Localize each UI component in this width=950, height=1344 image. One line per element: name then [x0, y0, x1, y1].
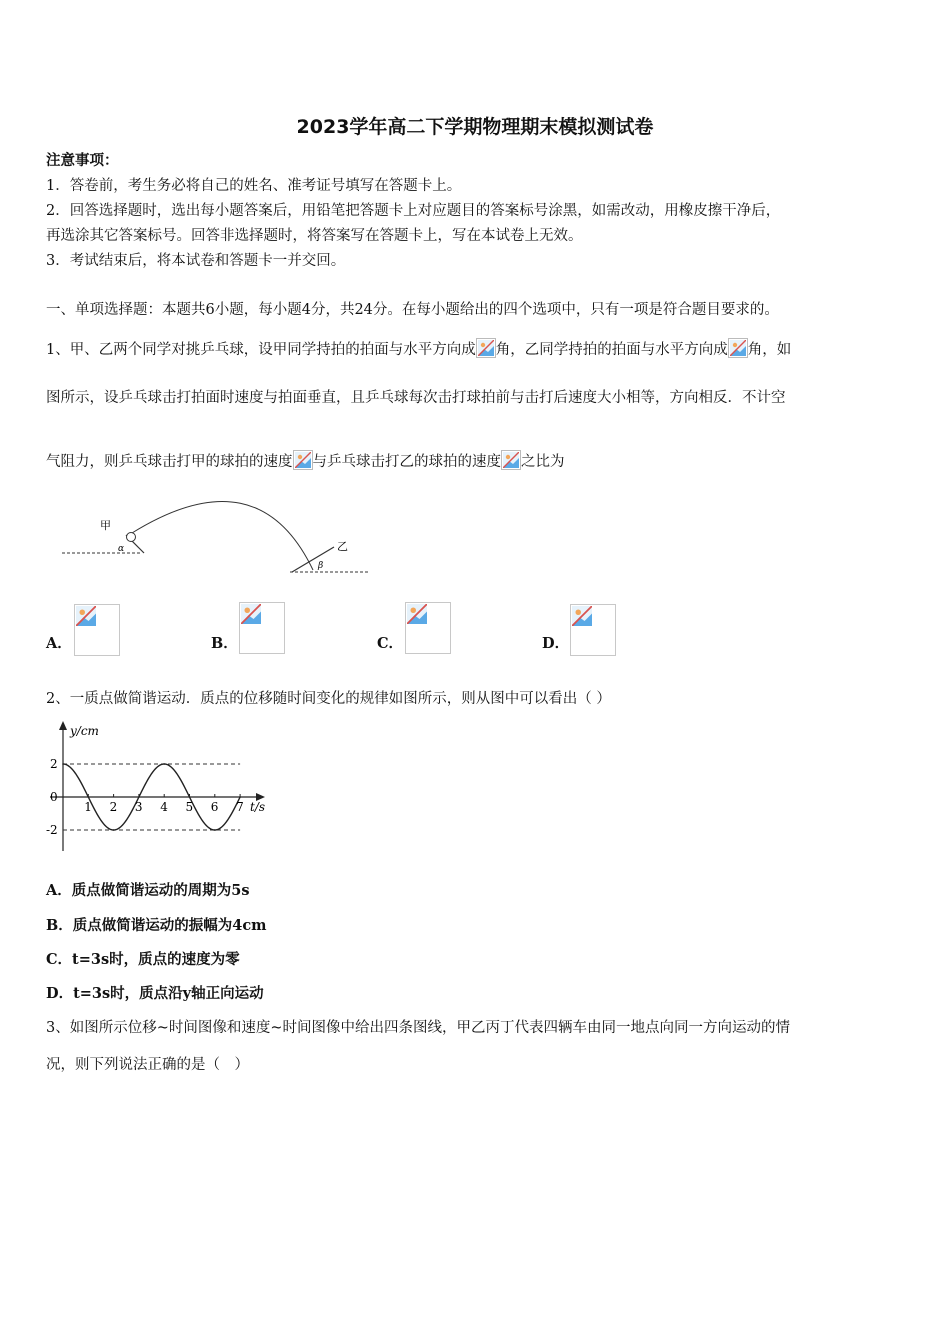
y-tick-label: 0: [50, 790, 58, 804]
q1-text-3b: 与乒乓球击打乙的球拍的速度: [312, 454, 501, 470]
label-yi: 乙: [337, 540, 348, 553]
data-point: [113, 829, 115, 831]
q1-option-a-image[interactable]: [74, 604, 120, 656]
x-axis-label: t/s: [250, 800, 266, 814]
notice-item-2-cont: 再选涂其它答案标号。回答非选择题时，将答案写在答题卡上，写在本试卷上无效。: [46, 228, 583, 244]
q1-option-c-label[interactable]: C．: [377, 635, 404, 652]
x-tick-label: 3: [134, 800, 143, 814]
data-point: [214, 829, 216, 831]
q2-option-c[interactable]: C．t=3s时，质点的速度为零: [46, 951, 240, 968]
label-alpha: α: [118, 544, 125, 554]
x-tick-label: 5: [185, 800, 194, 814]
notice-item-1: 1．答卷前，考生务必将自己的姓名、准考证号填写在答题卡上。: [46, 178, 462, 194]
q1-line-2: 图所示，设乒乓球击打拍面时速度与拍面垂直，且乒乓球每次击打球拍前与击打后速度大小相等，方向相反．不计空: [46, 390, 786, 406]
q1-text-3c: 之比为: [521, 454, 565, 470]
image-placeholder-icon: [241, 604, 261, 624]
q1-option-c-image[interactable]: [405, 602, 451, 654]
x-tick-label: 1: [84, 800, 92, 814]
q2-option-d[interactable]: D．t=3s时，质点沿y轴正向运动: [46, 985, 264, 1002]
page-title: 2023学年高二下学期物理期末模拟测试卷: [296, 116, 654, 138]
x-tick-label: 6: [210, 800, 219, 814]
data-point: [163, 763, 165, 765]
q1-option-a-label[interactable]: A．: [46, 635, 72, 652]
label-beta: β: [318, 561, 324, 571]
q1-line-1: [46, 338, 791, 360]
paddle-yi: [292, 547, 334, 572]
label-jia: 甲: [100, 519, 111, 532]
y-axis-arrow-icon: [59, 721, 67, 730]
image-placeholder-icon: [76, 606, 96, 626]
notice-item-3: 3．考试结束后，将本试卷和答题卡一并交回。: [46, 253, 346, 269]
image-placeholder-icon: [501, 450, 521, 470]
x-tick-label: 4: [160, 800, 168, 814]
image-placeholder-icon: [728, 338, 748, 358]
notice-heading: 注意事项：: [46, 152, 119, 169]
q1-line-3: [46, 450, 565, 472]
x-tick-label: 7: [236, 800, 244, 814]
q1-option-d-label[interactable]: D．: [542, 635, 570, 652]
y-tick-label: -2: [46, 823, 58, 837]
q2-option-a[interactable]: A．质点做简谐运动的周期为5s: [46, 882, 250, 899]
q2-stem: 2、一质点做简谐运动．质点的位移随时间变化的规律如图所示，则从图中可以看出（ ）: [46, 691, 611, 707]
q3-line-1: 3、如图所示位移~时间图像和速度~时间图像中给出四条图线，甲乙丙丁代表四辆车由同一地点向同一方向运动的情: [46, 1020, 791, 1036]
section-heading: 一、单项选择题：本题共6小题，每小题4分，共24分。在每小题给出的四个选项中，只有一项是符合题目要求的。: [46, 302, 779, 318]
q2-displacement-chart: [44, 718, 274, 854]
ping-pong-ball: [127, 533, 136, 542]
y-axis-label: y/cm: [70, 724, 99, 738]
image-placeholder-icon: [476, 338, 496, 358]
q1-option-b-image[interactable]: [239, 602, 285, 654]
q3-line-2: 况，则下列说法正确的是（ ）: [46, 1057, 249, 1073]
q1-text-1a: 1、甲、乙两个同学对挑乒乓球，设甲同学持拍的拍面与水平方向成: [46, 342, 476, 358]
notice-item-2: 2．回答选择题时，选出每小题答案后，用铅笔把答题卡上对应题目的答案标号涂黑，如需改动，用橡皮擦干净后，: [46, 203, 781, 219]
ball-trajectory: [132, 501, 313, 570]
image-placeholder-icon: [407, 604, 427, 624]
x-tick-label: 2: [109, 800, 118, 814]
q1-trajectory-figure: [58, 495, 378, 580]
q1-text-3a: 气阻力，则乒乓球击打甲的球拍的速度: [46, 454, 293, 470]
q1-option-b-label[interactable]: B．: [211, 635, 238, 652]
image-placeholder-icon: [572, 606, 592, 626]
q1-text-1c: 角，如: [747, 342, 792, 358]
image-placeholder-icon: [293, 450, 313, 470]
data-point: [62, 763, 64, 765]
y-tick-label: 2: [50, 757, 58, 771]
q1-text-1b: 角，乙同学持拍的拍面与水平方向成: [495, 342, 728, 358]
q2-option-b[interactable]: B．质点做简谐运动的振幅为4cm: [46, 917, 267, 934]
q1-option-d-image[interactable]: [570, 604, 616, 656]
